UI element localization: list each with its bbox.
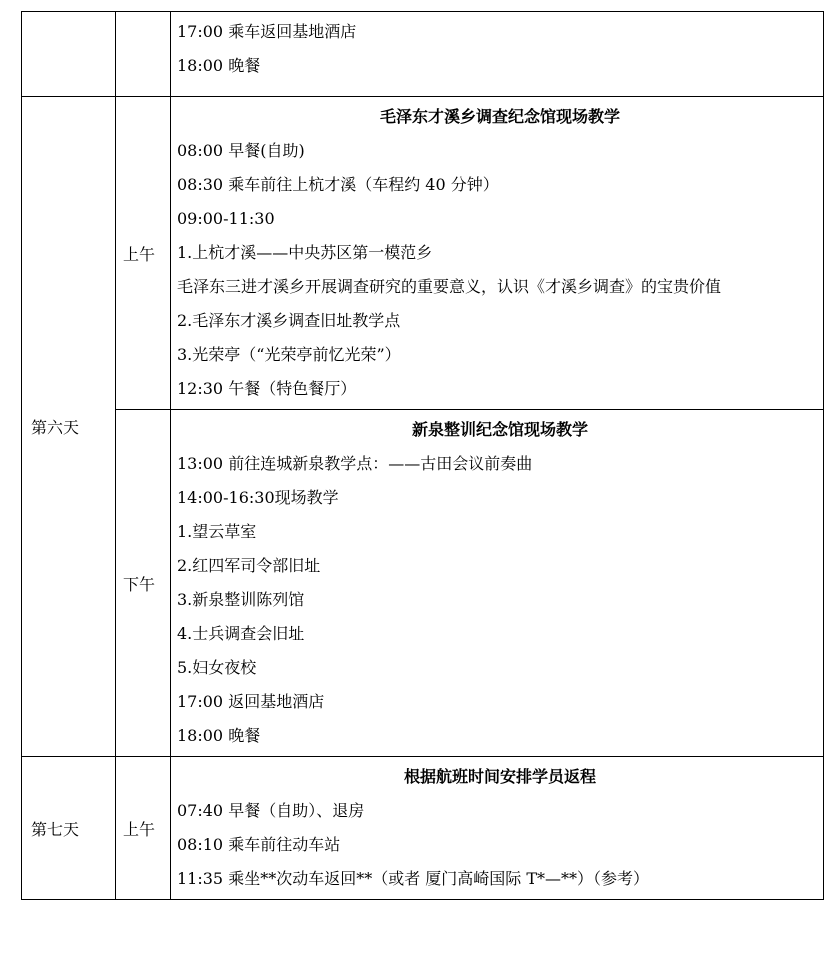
day-label: 第六天 bbox=[22, 97, 116, 757]
schedule-content bbox=[171, 757, 824, 900]
table-row bbox=[22, 757, 824, 900]
session-heading: 毛泽东才溪乡调查纪念馆现场教学 bbox=[379, 107, 620, 126]
schedule-line: 2.红四军司令部旧址 bbox=[177, 556, 321, 575]
schedule-line: 2.毛泽东才溪乡调查旧址教学点 bbox=[177, 311, 401, 330]
schedule-content bbox=[171, 410, 824, 757]
schedule-line: 1.望云草室 bbox=[177, 522, 257, 541]
session-heading: 根据航班时间安排学员返程 bbox=[403, 767, 596, 786]
schedule-line: 11:35 乘坐**次动车返回**（或者 厦门高崎国际 T*—**）（参考） bbox=[177, 869, 650, 888]
session-heading: 新泉整训纪念馆现场教学 bbox=[411, 420, 588, 439]
schedule-line: 17:00 返回基地酒店 bbox=[177, 692, 325, 711]
period-label: 上午 bbox=[116, 97, 171, 410]
schedule-line: 09:00-11:30 bbox=[177, 209, 275, 228]
table-row bbox=[22, 97, 824, 410]
schedule-content bbox=[171, 97, 824, 410]
table-row bbox=[22, 410, 824, 757]
day-label: 第七天 bbox=[22, 757, 116, 900]
schedule-line: 毛泽东三进才溪乡开展调查研究的重要意义，认识《才溪乡调查》的宝贵价值 bbox=[177, 277, 722, 296]
period-label: 下午 bbox=[116, 410, 171, 757]
schedule-line: 13:00 前往连城新泉教学点：——古田会议前奏曲 bbox=[177, 454, 533, 473]
schedule-line: 18:00 晚餐 bbox=[177, 726, 261, 745]
schedule-line: 1.上杭才溪——中央苏区第一模范乡 bbox=[177, 243, 433, 262]
schedule-line: 3.光荣亭（“光荣亭前忆光荣”） bbox=[177, 345, 401, 364]
schedule-line: 08:00 早餐(自助) bbox=[177, 141, 305, 160]
table-row bbox=[22, 12, 824, 97]
schedule-line: 3.新泉整训陈列馆 bbox=[177, 590, 305, 609]
schedule-line: 08:30 乘车前往上杭才溪（车程约 40 分钟） bbox=[177, 175, 499, 194]
schedule-table bbox=[21, 11, 824, 900]
schedule-line: 14:00-16:30现场教学 bbox=[177, 488, 339, 507]
period-cell-empty bbox=[116, 12, 171, 97]
day-cell-empty bbox=[22, 12, 116, 97]
schedule-content bbox=[171, 12, 824, 97]
schedule-line: 4.士兵调查会旧址 bbox=[177, 624, 305, 643]
schedule-line: 07:40 早餐（自助）、退房 bbox=[177, 801, 365, 820]
schedule-line: 08:10 乘车前往动车站 bbox=[177, 835, 341, 854]
schedule-line: 5.妇女夜校 bbox=[177, 658, 257, 677]
period-label: 上午 bbox=[116, 757, 171, 900]
schedule-line: 12:30 午餐（特色餐厅） bbox=[177, 379, 357, 398]
schedule-line: 18:00 晚餐 bbox=[177, 56, 261, 75]
schedule-line: 17:00 乘车返回基地酒店 bbox=[177, 22, 357, 41]
